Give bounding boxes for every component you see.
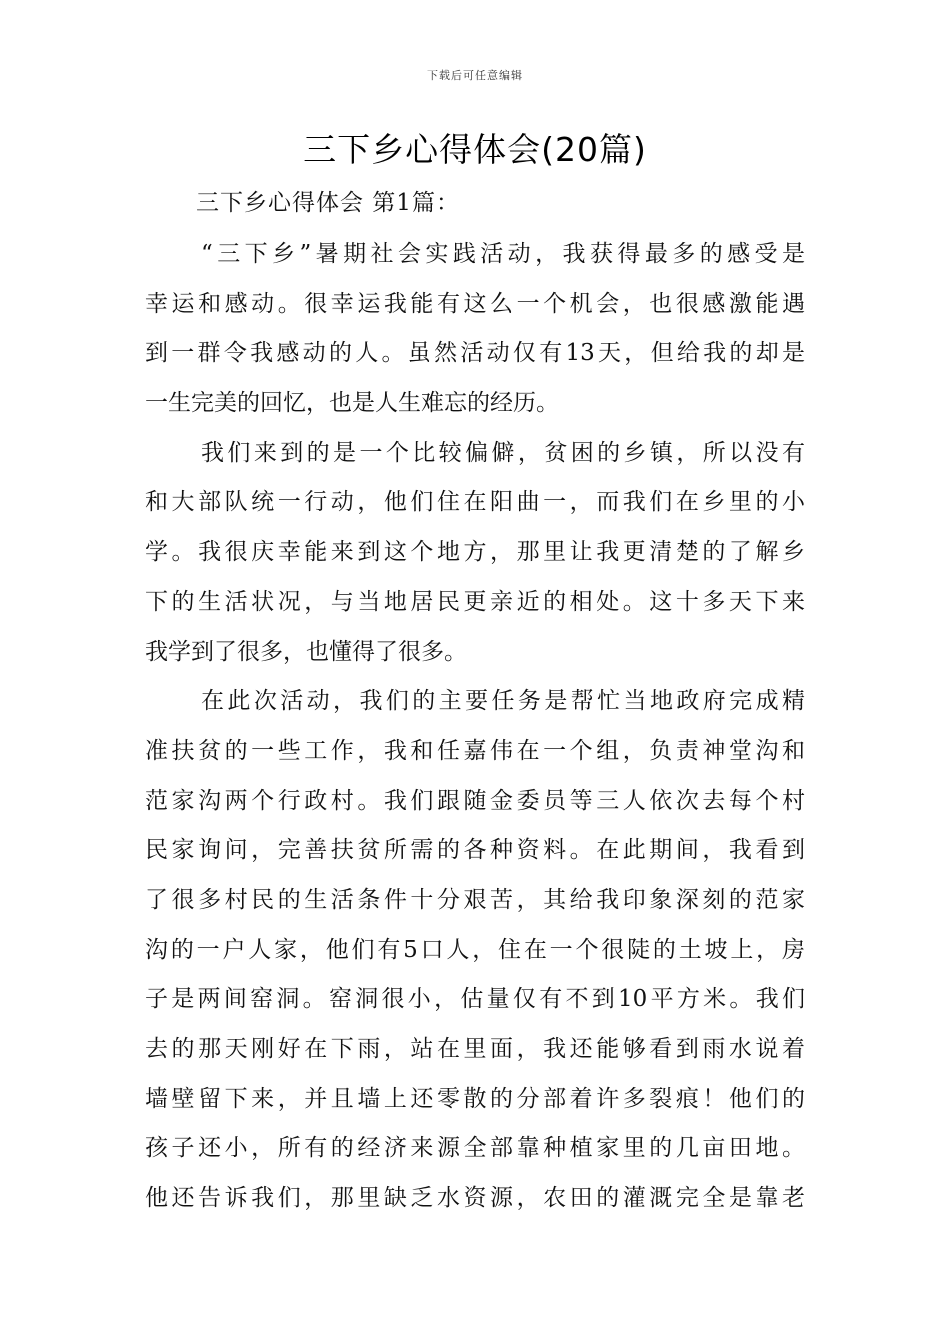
paragraph-line: 范家沟两个行政村。我们跟随金委员等三人依次去每个村 bbox=[145, 787, 805, 814]
paragraph-line: 在此次活动，我们的主要任务是帮忙当地政府完成精 bbox=[201, 688, 805, 715]
paragraph-line: 孩子还小，所有的经济来源全部靠种植家里的几亩田地。 bbox=[145, 1135, 805, 1162]
paragraph-line: 幸运和感动。很幸运我能有这么一个机会，也很感激能遇 bbox=[145, 290, 805, 317]
body-text bbox=[145, 230, 805, 1224]
paragraph-line: 学。我很庆幸能来到这个地方，那里让我更清楚的了解乡 bbox=[145, 539, 805, 566]
paragraph-line: 沟的一户人家，他们有5口人，住在一个很陡的土坡上，房 bbox=[145, 936, 805, 963]
paragraph-line: 准扶贫的一些工作，我和任嘉伟在一个组，负责神堂沟和 bbox=[145, 737, 805, 764]
paragraph-2 bbox=[145, 429, 805, 677]
paragraph-line: 到一群令我感动的人。虽然活动仅有13天，但给我的却是 bbox=[145, 340, 805, 367]
paragraph-line: “三下乡”暑期社会实践活动，我获得最多的感受是 bbox=[201, 241, 805, 267]
paragraph-line: 了很多村民的生活条件十分艰苦，其给我印象深刻的范家 bbox=[145, 886, 805, 913]
paragraph-line: 民家询问，完善扶贫所需的各种资料。在此期间，我看到 bbox=[145, 837, 805, 864]
header-note: 下载后可任意编辑 bbox=[427, 69, 523, 82]
paragraph-line: 我学到了很多，也懂得了很多。 bbox=[145, 638, 467, 665]
paragraph-line: 去的那天刚好在下雨，站在里面，我还能够看到雨水说着 bbox=[145, 1036, 805, 1062]
paragraph-line: 下的生活状况，与当地居民更亲近的相处。这十多天下来 bbox=[145, 588, 805, 615]
paragraph-line: 我们来到的是一个比较偏僻，贫困的乡镇，所以没有 bbox=[201, 439, 805, 466]
section-heading: 三下乡心得体会 第1篇： bbox=[196, 190, 460, 216]
paragraph-line: 墙壁留下来，并且墙上还零散的分部着许多裂痕！他们的 bbox=[145, 1085, 805, 1112]
paragraph-line: 子是两间窑洞。窑洞很小，估量仅有不到10平方米。我们 bbox=[145, 986, 805, 1013]
paragraph-line: 一生完美的回忆，也是人生难忘的经历。 bbox=[145, 390, 559, 417]
document-title: 三下乡心得体会(20篇) bbox=[303, 130, 647, 169]
paragraph-1 bbox=[145, 230, 805, 429]
paragraph-line: 他还告诉我们，那里缺乏水资源，农田的灌溉完全是靠老 bbox=[145, 1185, 805, 1212]
paragraph-3 bbox=[145, 677, 805, 1224]
paragraph-line: 和大部队统一行动，他们住在阳曲一，而我们在乡里的小 bbox=[145, 489, 805, 516]
